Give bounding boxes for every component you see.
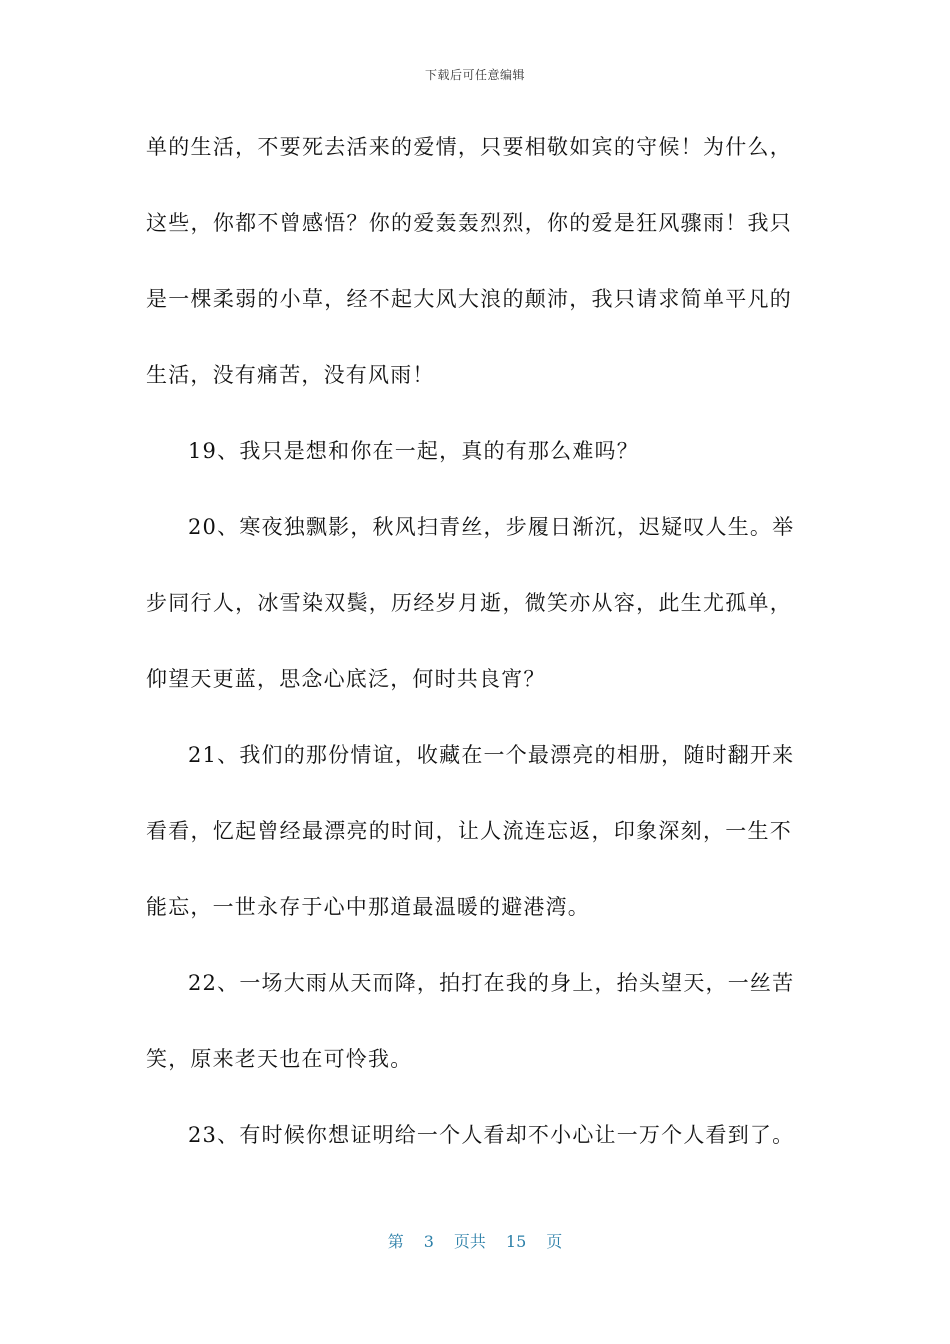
paragraph-line: 能忘，一世永存于心中那道最温暖的避港湾。 [146,895,590,919]
paragraph-line: 仰望天更蓝，思念心底泛，何时共良宵？ [146,667,546,691]
paragraph-line: 单的生活，不要死去活来的爱情，只要相敬如宾的守候！为什么， [146,135,792,159]
paragraph-line: 19、我只是想和你在一起，真的有那么难吗？ [188,439,639,463]
footer-middle: 页共 [453,1232,486,1251]
paragraph-line: 21、我们的那份情谊，收藏在一个最漂亮的相册，随时翻开来 [188,743,795,767]
paragraph-line: 这些，你都不曾感悟？你的爱轰轰烈烈，你的爱是狂风骤雨！我只 [146,211,792,235]
paragraph-line: 笑，原来老天也在可怜我。 [146,1047,413,1071]
paragraph-line: 20、寒夜独飘影，秋风扫青丝，步履日渐沉，迟疑叹人生。举 [188,515,795,539]
document-body [146,128,795,1192]
footer-prefix: 第 [387,1232,404,1251]
paragraph-line: 是一棵柔弱的小草，经不起大风大浪的颠沛，我只请求简单平凡的 [146,287,792,311]
footer-suffix: 页 [546,1232,563,1251]
total-pages-number: 15 [505,1232,527,1251]
current-page-number: 3 [423,1232,434,1251]
paragraph-line: 看看，忆起曾经最漂亮的时间，让人流连忘返，印象深刻，一生不 [146,819,792,843]
paragraph-line: 生活，没有痛苦，没有风雨！ [146,363,435,387]
page-header: 下载后可任意编辑 [424,68,525,82]
paragraph-line: 步同行人，冰雪染双鬓，历经岁月逝，微笑亦从容，此生尤孤单， [146,591,792,615]
paragraph-line: 22、一场大雨从天而降，拍打在我的身上，抬头望天，一丝苦 [188,971,795,995]
page-footer [0,1229,950,1252]
paragraph-line: 23、有时候你想证明给一个人看却不小心让一万个人看到了。 [188,1123,795,1147]
